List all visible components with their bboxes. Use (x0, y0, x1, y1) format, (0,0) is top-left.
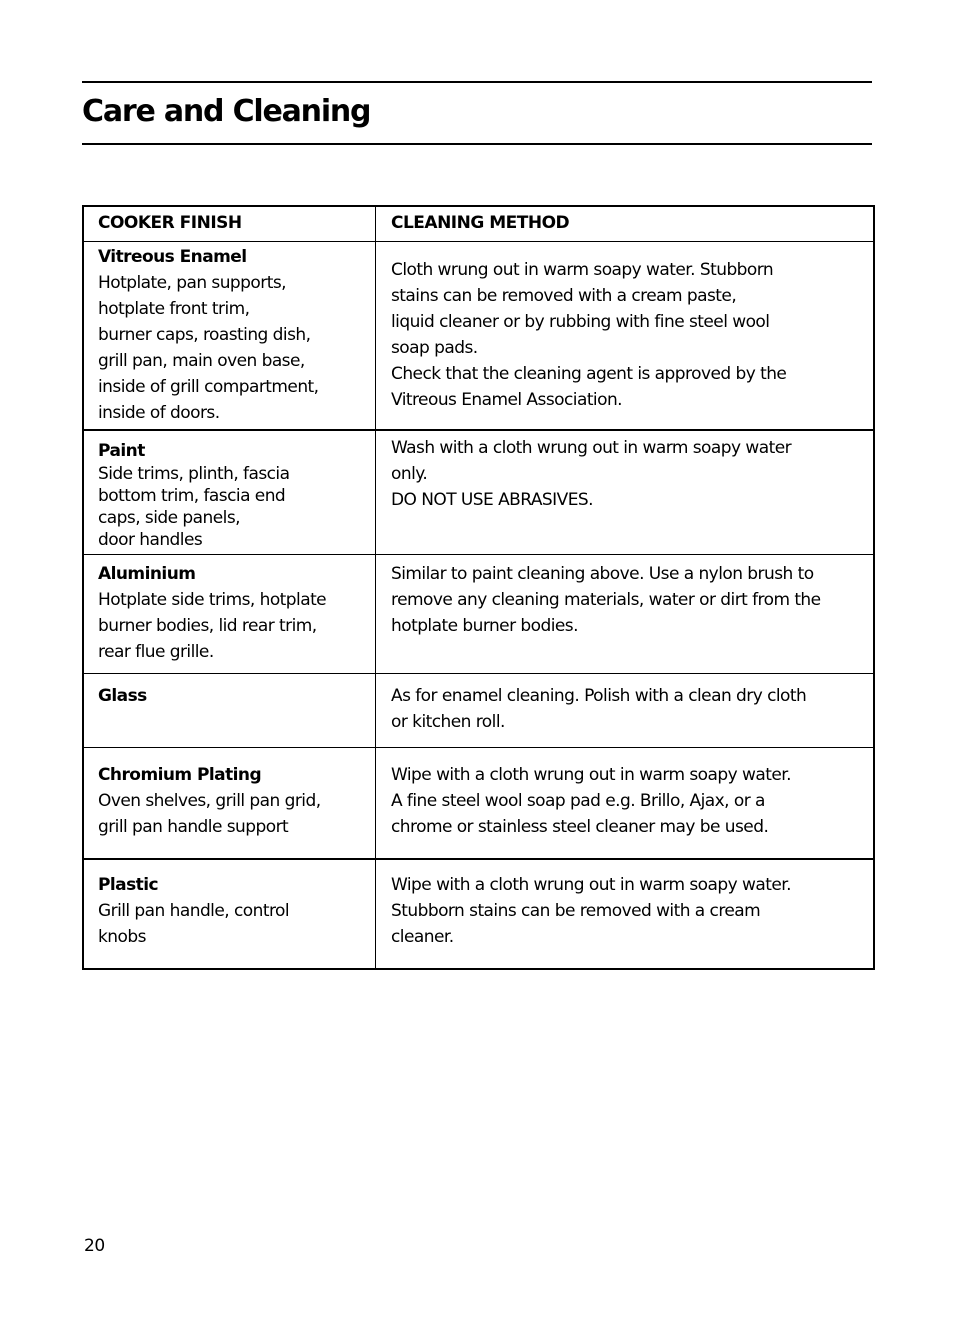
finish-line: Oven shelves, grill pan grid, (98, 791, 321, 811)
method-line: Wash with a cloth wrung out in warm soapy water (391, 438, 792, 458)
finish-line: Hotplate, pan supports, (98, 273, 286, 293)
finish-name: Plastic (98, 875, 159, 895)
finish-line: door handles (98, 530, 203, 550)
method-line: only. (391, 464, 428, 484)
finish-name: Paint (98, 441, 145, 461)
method-line: hotplate burner bodies. (391, 616, 578, 636)
page-number: 20 (84, 1236, 105, 1256)
header-rule-top (82, 81, 872, 83)
table-row (84, 429, 873, 554)
finish-line: caps, side panels, (98, 508, 240, 528)
finish-cell (84, 860, 376, 968)
table-row (84, 747, 873, 858)
method-cell (376, 555, 873, 673)
method-line: Wipe with a cloth wrung out in warm soapy water. (391, 875, 791, 895)
finish-line: inside of doors. (98, 403, 220, 423)
method-cell (376, 748, 873, 858)
method-line: Stubborn stains can be removed with a cream (391, 901, 761, 921)
finish-name: Vitreous Enamel (98, 247, 247, 267)
method-cell (376, 242, 873, 429)
finish-line: Side trims, plinth, fascia (98, 464, 290, 484)
finish-cell (84, 242, 376, 429)
finish-line: Hotplate side trims, hotplate (98, 590, 327, 610)
method-cell (376, 674, 873, 747)
method-cell (376, 431, 873, 554)
header-rule-bottom (82, 143, 872, 145)
cleaning-table (82, 205, 875, 970)
finish-cell (84, 674, 376, 747)
method-line: remove any cleaning materials, water or dirt from the (391, 590, 821, 610)
table-row (84, 858, 873, 968)
method-cell (376, 860, 873, 968)
finish-line: burner caps, roasting dish, (98, 325, 311, 345)
method-line: liquid cleaner or by rubbing with fine steel wool (391, 312, 770, 332)
finish-line: bottom trim, fascia end (98, 486, 286, 506)
finish-cell (84, 431, 376, 554)
method-line: Vitreous Enamel Association. (391, 390, 623, 410)
method-line: As for enamel cleaning. Polish with a clean dry cloth (391, 686, 807, 706)
method-line: chrome or stainless steel cleaner may be used. (391, 817, 769, 837)
method-line: A fine steel wool soap pad e.g. Brillo, Ajax, or a (391, 791, 765, 811)
finish-line: Grill pan handle, control (98, 901, 290, 921)
finish-line: grill pan handle support (98, 817, 289, 837)
page-title: Care and Cleaning (82, 94, 371, 129)
finish-line: burner bodies, lid rear trim, (98, 616, 317, 636)
method-line: cleaner. (391, 927, 454, 947)
method-line: soap pads. (391, 338, 478, 358)
table-row (84, 554, 873, 673)
method-line: Similar to paint cleaning above. Use a nylon brush to (391, 564, 814, 584)
finish-line: rear flue grille. (98, 642, 214, 662)
column-header-finish: COOKER FINISH (84, 207, 376, 241)
finish-cell (84, 555, 376, 673)
column-header-method: CLEANING METHOD (391, 213, 570, 233)
finish-line: inside of grill compartment, (98, 377, 319, 397)
finish-line: hotplate front trim, (98, 299, 250, 319)
table-row (84, 241, 873, 429)
finish-cell (84, 748, 376, 858)
method-line: Cloth wrung out in warm soapy water. Stubborn (391, 260, 774, 280)
finish-name: Chromium Plating (98, 765, 262, 785)
table-header-row (84, 207, 873, 241)
table-row (84, 673, 873, 747)
method-line: or kitchen roll. (391, 712, 505, 732)
finish-line: grill pan, main oven base, (98, 351, 305, 371)
method-line: DO NOT USE ABRASIVES. (391, 490, 594, 510)
method-line: Check that the cleaning agent is approved by the (391, 364, 787, 384)
finish-line: knobs (98, 927, 146, 947)
finish-name: Aluminium (98, 564, 196, 584)
method-line: Wipe with a cloth wrung out in warm soapy water. (391, 765, 791, 785)
method-line: stains can be removed with a cream paste, (391, 286, 737, 306)
finish-name: Glass (98, 686, 147, 706)
